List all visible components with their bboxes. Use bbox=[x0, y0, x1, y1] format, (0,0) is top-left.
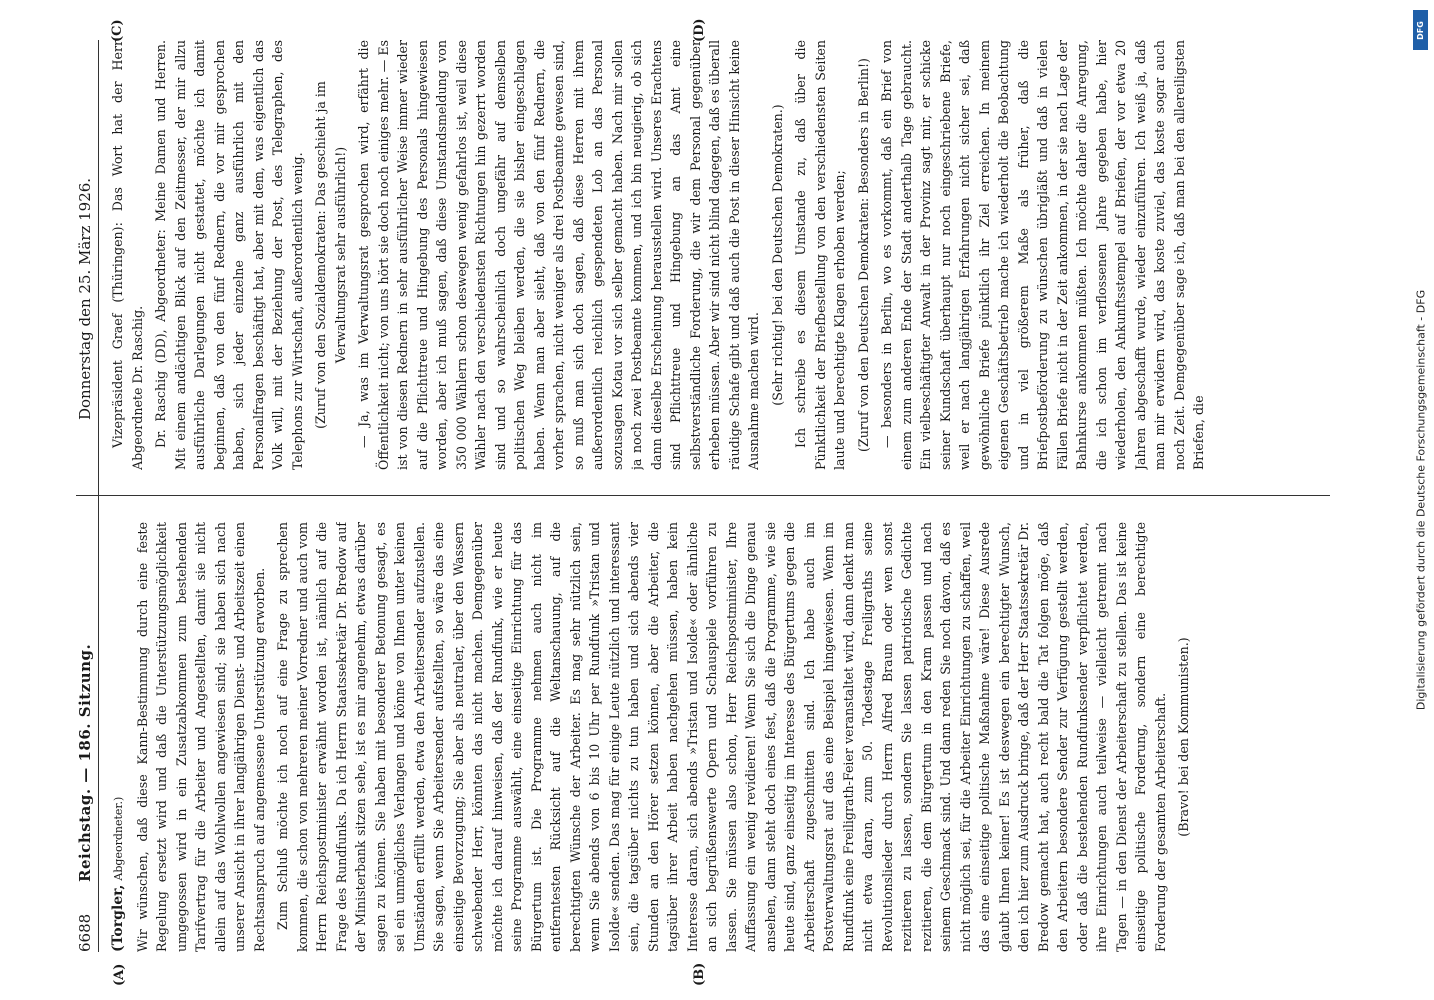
column-rule bbox=[76, 495, 1330, 496]
paragraph: Ich schreibe es diesem Umstande zu, daß über die Pünktlichkeit der Briefbestellung von den verschiedensten Seiten laute und berechtigte Klagen erhoben werden; bbox=[793, 40, 847, 470]
margin-marker-b: (B) bbox=[692, 962, 707, 986]
margin-marker-a: (A) bbox=[112, 963, 127, 986]
interjection: (Zuruf von den Deutschen Demokraten: Besonders in Berlin!) bbox=[855, 58, 871, 452]
interjection: (Zuruf von den Sozialdemokraten: Das geschieht ja im Verwaltungsrat sehr ausführlich!) bbox=[313, 81, 348, 429]
speaker-line bbox=[108, 522, 129, 952]
right-column bbox=[108, 40, 1330, 470]
left-column bbox=[108, 522, 1330, 952]
interjection: (Bravo! bei den Kommunisten.) bbox=[1176, 637, 1191, 837]
speaker-name: (Torgler, bbox=[110, 884, 126, 952]
paragraph: — besonders in Berlin, wo es vorkommt, daß ein Brief von einem zum anderen Ende der Stadt anderthalb Tage gebraucht. Ein vielbeschäftigter Anwalt in der Provinz sagt mir, er schicke seiner Kundschaft überhaupt nur noch eingeschriebene Briefe, weil er nach langjährigen Erfahrungen nicht sicher sei, daß gewöhnliche Briefe pünktlich ihr Ziel erreichen. In meinem eigenen Geschäftsbetrieb mache ich wiederholt die Beobachtung und in viel größerem Maße als früher, daß die Briefpostbeförderung zu wünschen übrigläßt und daß in vielen Fällen Briefe nicht in der Zeit ankommen, in der sie nach Lage der Bahnkurse ankommen müßten. Ich möchte daher die Anregung, die ich schon im verflossenen Jahre gegeben habe, hier wiederholen, den Ankunftsstempel auf Briefen, der vor etwa 20 Jahren abgeschafft wurde, wieder einzuführen. Ich weiß ja, daß man mir erwidern wird, das koste zuviel, das koste sogar auch noch Zeit. Demgegenüber sage ich, daß man bei den allereiligsten Briefen, die bbox=[879, 40, 1206, 470]
page-number: 6688 bbox=[76, 913, 94, 952]
digitization-credit: Digitalisierung gefördert durch die Deutsche Forschungsgemeinschaft - DFG bbox=[1414, 289, 1428, 711]
text-columns bbox=[108, 40, 1330, 952]
paragraph: Zum Schluß möchte ich noch auf eine Frage zu sprechen kommen, die schon von mehreren meiner Vorredner und auch vom Herrn Reichspostminister erwähnt worden ist, nämlich auf die Frage des Rundfunks. Da ich Herrn Staatssekretär Dr. Bredow auf der Ministerbank sitzen sehe, ist es mir angenehm, etwas darüber sagen zu können. Sie haben mit besonderer Betonung gesagt, es sei ein unmögliches Verlangen und könne von Ihnen unter keinen Umständen erfüllt werden, etwa den Arbeitersender aufzustellen. Sie sagen, wenn Sie Arbeitersender aufstellten, so wäre das eine einseitige Bevorzugung; Sie aber als neutraler, über den Wassern schwebender Herr, könnten das nicht machen. Demgegenüber möchte ich darauf hinweisen, daß der Rundfunk, wie er heute seine Programme auswählt, eine einseitige Einrichtung für das Bürgertum ist. Die Programme nehmen auch nicht im entferntesten Rücksicht auf die Weltanschauung, auf die berechtigten Wünsche der Arbeiter. Es mag sehr nützlich sein, wenn Sie abends von 6 bis 10 Uhr per Rundfunk »Tristan und Isolde« senden. Das mag für einige Leute nützlich und interessant sein, die tagsüber nichts zu tun haben und sich abends vier Stunden an den Hörer setzen können, aber die Arbeiter, die tagsüber ihrer Arbeit haben nachgehen müssen, haben kein Interesse daran, sich abends »Tristan und Isolde« oder ähnliche an sich begrüßenswerte Opern und Schauspiele vorführen zu lassen. Sie müssen also schon, Herr Reichspostminister, Ihre Auffassung ein wenig revidieren! Wenn Sie sich die Dinge genau ansehen, dann steht doch eines fest, daß die Programme, wie sie heute sind, ganz einseitig im Interesse des Bürgertums gegen die Arbeiterschaft zugeschnitten sind. Ich habe auch im Postverwaltungsrat auf das eine Beispiel hingewiesen. Wenn im Rundfunk eine Freiligrath-Feier veranstaltet wird, dann denkt man nicht etwa daran, zum 50. Todestage Freiligraths seine Revolutionslieder durch Herrn Alfred Braun oder wen sonst rezitieren zu lassen, sondern Sie lassen patriotische Gedichte rezitieren, die dem Bürgertum in den Kram passen und nach seinem Geschmack sind. Und dann reden Sie noch davon, daß es nicht möglich sei, für die Arbeiter Einrichtungen zu schaffen, weil das eine einseitige politische Maßnahme wäre! Diese Ausrede glaubt Ihnen keiner! Es ist deswegen ein berechtigter Wunsch, den ich hier zum Ausdruck bringe, daß der Herr Staatssekretär Dr. Bredow gemacht hat, auch recht bald die Tat folgen möge, daß den Arbeitern besondere Sender zur Verfügung gestellt werden, oder daß die bestehenden Rundfunksender verpflichtet werden, ihre Einrichtungen auch teilweise — vielleicht getrennt nach Tagen — in den Dienst der Arbeiterschaft zu stellen. Das ist keine einseitige politische Forderung, sondern eine berechtigte Forderung der gesamten Arbeiterschaft. bbox=[275, 522, 1168, 952]
paragraph: Wir wünschen, daß diese Kann-Bestimmung durch eine feste Regelung ersetzt wird und daß die Unterstützungsmöglichkeit umgegossen wird in ein Zusatzabkommen zum bestehenden Tarifvertrag für die Arbeiter und Angestellten, damit sie nicht allein auf das Wohlwollen angewiesen sind; sie haben sich nach unserer Ansicht in ihrer langjährigen Dienst- und Arbeitszeit einen Rechtsanspruch auf angemessene Unterstützung erworben. bbox=[134, 522, 267, 952]
dfg-sidebar bbox=[1412, 10, 1430, 990]
speaker-role: Abgeordneter.) bbox=[112, 796, 125, 881]
session-title: Reichstag. — 186. Sitzung. bbox=[76, 643, 94, 882]
dfg-logo-text: DFG bbox=[1416, 20, 1426, 40]
paragraph: Vizepräsident Graef (Thüringen): Das Wort hat der Herr Abgeordnete Dr. Raschig. bbox=[110, 40, 145, 470]
margin-marker-d: (D) bbox=[692, 18, 707, 42]
date-title: Donnerstag den 25. März 1926. bbox=[76, 177, 94, 420]
paragraph: Dr. Raschig (DD), Abgeordneter: Meine Damen und Herren. Mit einem andächtigen Blick auf den Zeitmesser, der mir allzu ausführliche Darlegungen nicht gestattet, möchte ich damit beginnen, daß von den fünf Rednern, die vor mir gesprochen haben, sich jeder einzelne ganz ausführlich mit den Personalfragen beschäftigt hat, aber mit dem, was eigentlich das Volk will, mit der Beziehung der Post, des Telegraphen, des Telephons zur Wirtschaft, außerordentlich wenig. bbox=[153, 40, 305, 470]
margin-marker-c: (C) bbox=[110, 19, 125, 42]
dfg-logo-icon bbox=[1413, 10, 1428, 50]
page-header bbox=[72, 40, 99, 952]
paragraph: — Ja, was im Verwaltungsrat gesprochen wird, erfährt die Öffentlichkeit nicht; von uns hört sie doch noch einiges mehr. — Es ist von diesen Rednern in sehr ausführlicher Weise immer wieder auf die Pflichttreue und Hingebung des Personals hingewiesen worden, aber ich muß sagen, daß diese Umstandsmeldung von 350 000 Wählern schon deswegen wenig gefahrlos ist, weil diese Wähler nach den verschiedensten Richtungen hin gezerrt worden sind und so wahrscheinlich doch ungefähr auf demselben politischen Weg bleiben werden, die sie bisher eingeschlagen haben. Wenn man aber sieht, daß von den fünf Rednern, die vorher sprachen, nicht weniger als drei Postbeamte gewesen sind, so muß man sich doch sagen, daß diese Herren mit ihrem außerordentlich reichlich gespendeten Lob an das Personal sozusagen Kotau vor sich selber gemacht haben. Nach mir sollen ja noch zwei Postbeamte kommen, und ich bin neugierig, ob sich dann dieselbe Erscheinung herausstellen wird. Unseres Erachtens sind Pflichttreue und Hingebung an das Amt eine selbstverständliche Forderung, die wir dem Personal gegenüber erheben müssen. Aber wir sind nicht blind dagegen, daß es überall räudige Schafe gibt und daß auch die Post in dieser Hinsicht keine Ausnahme machen wird. bbox=[356, 40, 761, 470]
interjection: (Sehr richtig! bei den Deutschen Demokraten.) bbox=[769, 104, 785, 406]
rotated-page bbox=[50, 0, 1350, 1000]
